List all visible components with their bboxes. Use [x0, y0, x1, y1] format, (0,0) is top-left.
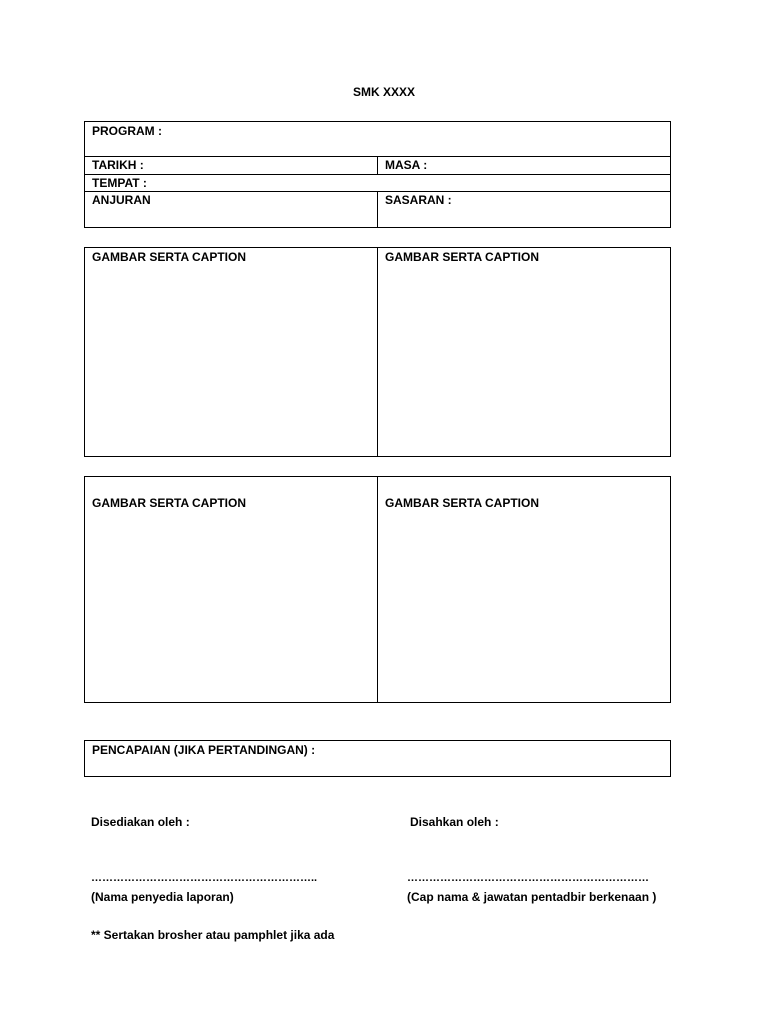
verifier-name-caption: (Cap nama & jawatan pentadbir berkenaan ): [407, 890, 657, 904]
verified-signature-line: …………………………………………………………: [407, 872, 649, 884]
tempat-field: TEMPAT :: [85, 175, 671, 192]
preparer-name-caption: (Nama penyedia laporan): [91, 890, 234, 904]
achievement-table: [84, 740, 671, 777]
photo-caption-box: GAMBAR SERTA CAPTION: [85, 477, 378, 703]
photo-table-2: [84, 476, 671, 703]
program-info-table: [84, 121, 671, 228]
document-title: SMK XXXX: [352, 85, 415, 99]
masa-field: MASA :: [378, 157, 671, 175]
prepared-by-label: Disediakan oleh :: [91, 815, 190, 829]
achievement-field: PENCAPAIAN (JIKA PERTANDINGAN) :: [85, 741, 671, 777]
attachment-note: ** Sertakan brosher atau pamphlet jika ada: [91, 928, 335, 942]
verified-by-label: Disahkan oleh :: [410, 815, 499, 829]
photo-caption-box: GAMBAR SERTA CAPTION: [85, 248, 378, 457]
photo-table-1: [84, 247, 671, 457]
anjuran-field: ANJURAN: [85, 192, 378, 228]
photo-caption-box: GAMBAR SERTA CAPTION: [378, 248, 671, 457]
program-field: PROGRAM :: [85, 122, 671, 157]
tarikh-field: TARIKH :: [85, 157, 378, 175]
sasaran-field: SASARAN :: [378, 192, 671, 228]
prepared-signature-line: ……………………………………………………..: [91, 872, 318, 884]
photo-caption-box: GAMBAR SERTA CAPTION: [378, 477, 671, 703]
